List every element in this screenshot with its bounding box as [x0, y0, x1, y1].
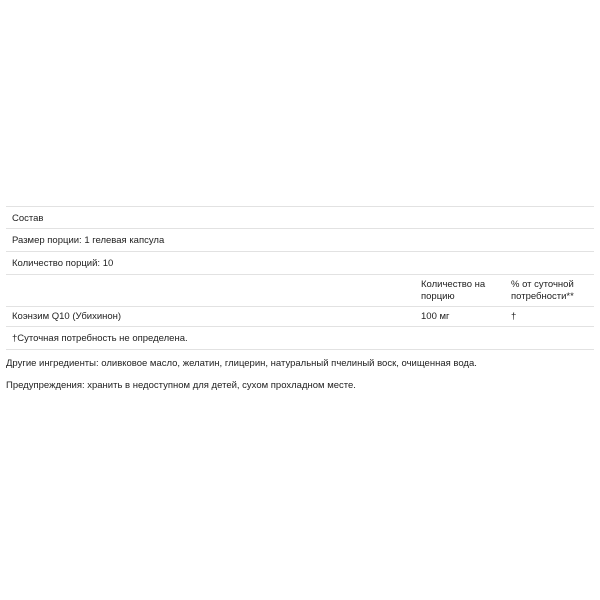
other-ingredients: Другие ингредиенты: оливковое масло, желатин, глицерин, натуральный пчелиный воск, очищенная вода. [6, 358, 477, 369]
servings-per-container-row [6, 252, 594, 275]
nutrient-row [6, 307, 594, 327]
footnote-row [6, 327, 594, 350]
footnote: †Суточная потребность не определена. [12, 333, 188, 344]
serving-size-row [6, 229, 594, 252]
nutrient-name: Коэнзим Q10 (Убихинон) [12, 311, 122, 322]
column-amount-header-line2: порцию [421, 291, 455, 302]
facts-heading: Состав [12, 213, 44, 224]
nutrient-daily-value: † [511, 311, 517, 322]
supplement-facts-table [6, 206, 594, 350]
warnings: Предупреждения: хранить в недоступном для детей, сухом прохладном месте. [6, 380, 356, 391]
nutrient-amount: 100 мг [421, 311, 450, 322]
servings-per-container: Количество порций: 10 [12, 258, 114, 269]
column-amount-header-line1: Количество на [421, 279, 486, 290]
column-dv-header-line2: потребности** [511, 291, 574, 302]
column-amount-header [421, 279, 501, 303]
serving-size: Размер порции: 1 гелевая капсула [12, 235, 165, 246]
column-dv-header-line1: % от суточной [511, 279, 574, 290]
facts-heading-row [6, 206, 594, 229]
column-dv-header [511, 279, 591, 303]
column-header-row [6, 275, 594, 307]
